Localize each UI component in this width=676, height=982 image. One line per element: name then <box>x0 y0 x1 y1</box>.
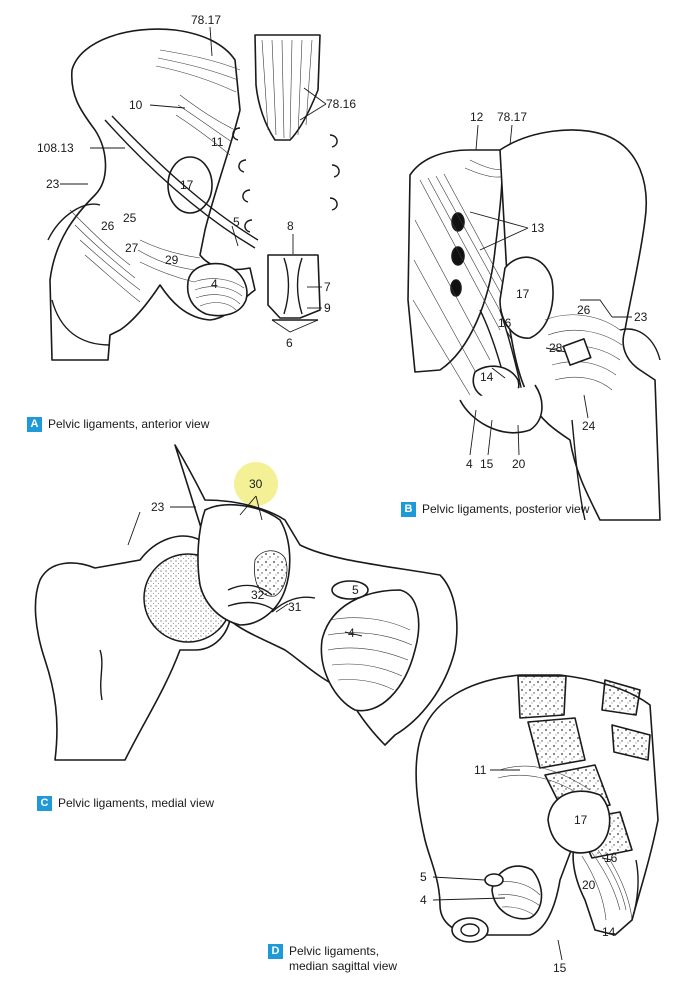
caption-d-line1: Pelvic ligaments, <box>289 944 380 958</box>
panel-b-label-28: 28 <box>549 341 563 355</box>
panel-a-label-8: 8 <box>287 219 294 233</box>
caption-c <box>37 796 214 811</box>
panel-d-obturator-canal <box>485 874 503 886</box>
caption-c-text: Pelvic ligaments, medial view <box>58 796 215 810</box>
panel-d-label-20: 20 <box>582 878 596 892</box>
caption-d <box>268 944 397 974</box>
caption-a-text: Pelvic ligaments, anterior view <box>48 417 210 431</box>
panel-b-label-20: 20 <box>512 457 526 471</box>
caption-b <box>401 502 589 517</box>
caption-b-badge: B <box>401 502 416 517</box>
panel-c-label-4: 4 <box>348 626 355 640</box>
panel-b-label-14: 14 <box>480 370 494 384</box>
panel-a-label-78-17: 78.17 <box>191 13 222 27</box>
panel-c-label-5: 5 <box>352 583 359 597</box>
panel-a-sacral-foramina <box>233 128 339 232</box>
panel-a-label-17: 17 <box>180 178 194 192</box>
panel-a-label-78-16: 78.16 <box>326 97 357 111</box>
panel-c-label-32: 32 <box>251 588 265 602</box>
panel-a-label-7: 7 <box>324 280 331 294</box>
panel-a-anterior-view <box>48 29 339 360</box>
panel-a-label-29: 29 <box>165 253 179 267</box>
panel-c-obturator-canal <box>332 581 368 599</box>
panel-a-label-5: 5 <box>233 215 240 229</box>
panel-a-label-25: 25 <box>123 211 137 225</box>
panel-a-label-10: 10 <box>129 98 143 112</box>
panel-a-label-4: 4 <box>211 277 218 291</box>
panel-a-label-6: 6 <box>286 336 293 350</box>
caption-c-badge: C <box>37 796 52 811</box>
panel-c-medial-view <box>35 445 456 760</box>
panel-d-label-17: 17 <box>574 813 588 827</box>
panel-c-label-30: 30 <box>249 477 263 491</box>
panel-b-label-13: 13 <box>531 221 545 235</box>
panel-a-label-108-13: 108.13 <box>37 141 74 155</box>
panel-a-label-9: 9 <box>324 301 331 315</box>
panel-a-pubic-symphysis <box>268 255 320 318</box>
panel-d-label-5: 5 <box>420 870 427 884</box>
panel-d-label-16: 16 <box>604 851 618 865</box>
panel-a-label-11: 11 <box>211 135 224 149</box>
caption-a-badge: A <box>27 417 42 432</box>
panel-b-label-23: 23 <box>634 310 648 324</box>
panel-c-label-31: 31 <box>288 600 302 614</box>
panel-d-symphyseal-surface <box>452 918 488 942</box>
panel-b-label-17: 17 <box>516 287 530 301</box>
panel-b-label-16: 16 <box>498 316 512 330</box>
panel-b-label-26: 26 <box>577 303 591 317</box>
panel-d-median-sagittal-view <box>416 675 658 942</box>
panel-b-label-78-17: 78.17 <box>497 110 528 124</box>
panel-d-label-11: 11 <box>474 763 487 777</box>
panel-d-label-14: 14 <box>602 925 616 939</box>
caption-d-line2: median sagittal view <box>289 959 398 973</box>
panel-d-label-15: 15 <box>553 961 567 975</box>
panel-b-label-24: 24 <box>582 419 596 433</box>
caption-a <box>27 417 209 432</box>
caption-d-badge: D <box>268 944 283 959</box>
panel-b-label-15: 15 <box>480 457 494 471</box>
caption-b-text: Pelvic ligaments, posterior view <box>422 502 590 516</box>
panel-b-label-4: 4 <box>466 457 473 471</box>
panel-a-lumbar-vertebra <box>255 35 320 140</box>
panel-a-label-27: 27 <box>125 241 139 255</box>
panel-a-label-23: 23 <box>46 177 60 191</box>
panel-b-label-12: 12 <box>470 110 484 124</box>
panel-c-label-23: 23 <box>151 500 165 514</box>
panel-d-label-4: 4 <box>420 893 427 907</box>
panel-b-posterior-view <box>408 130 660 520</box>
panel-b-ischial-tuberosity <box>460 385 542 433</box>
panel-a-label-26: 26 <box>101 219 115 233</box>
